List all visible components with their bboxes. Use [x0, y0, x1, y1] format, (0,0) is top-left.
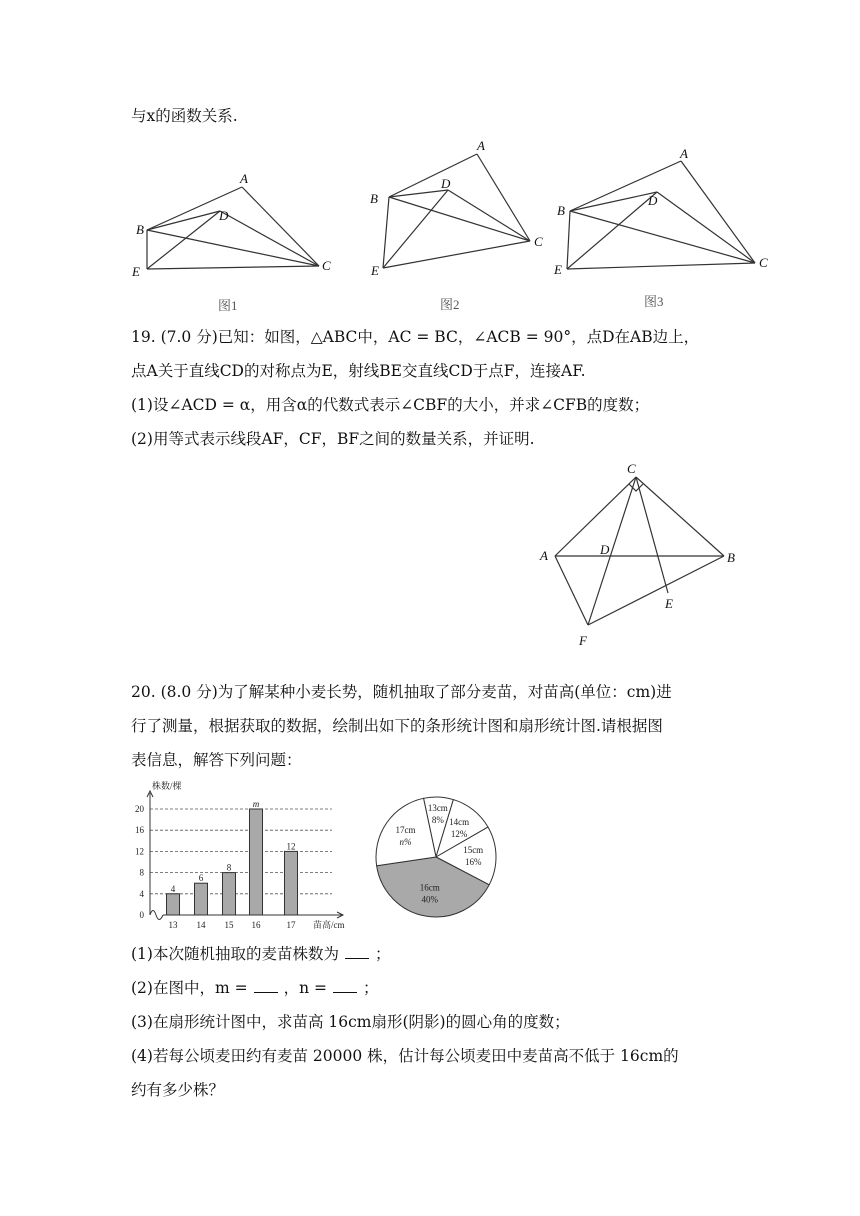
bar-value-label: 4: [170, 883, 176, 894]
q19-line-1: 19. (7.0 分)已知：如图，△ABC中，AC = BC，∠ACB = 90°，点D在AB边上，: [131, 328, 700, 346]
x-tick-label: 13: [168, 920, 178, 930]
y-tick-label: 4: [139, 888, 144, 899]
point-label-e: E: [132, 264, 140, 279]
point-label-d: D: [648, 193, 658, 208]
point-label-b: B: [727, 550, 735, 565]
answer-blank-n[interactable]: [333, 978, 357, 993]
q20-line-3: 表信息，解答下列问题：: [131, 751, 302, 769]
point-label-d: D: [219, 208, 229, 223]
x-tick-label: 17: [286, 920, 296, 930]
pie-slice-label: 17cm: [395, 824, 416, 835]
point-label-a: A: [477, 138, 485, 153]
pie-slice-value: 16%: [464, 857, 482, 868]
answer-blank-1[interactable]: [345, 944, 369, 959]
pie-slice-label: 16cm: [419, 882, 440, 893]
point-label-b: B: [370, 191, 378, 206]
figure-caption: 图3: [644, 294, 664, 309]
point-label-f: F: [579, 633, 587, 648]
point-label-b: B: [557, 203, 565, 218]
bar: [250, 809, 263, 915]
y-tick-label: 12: [135, 846, 144, 857]
bar-value-label: m: [252, 799, 260, 809]
point-label-a: A: [680, 146, 688, 161]
answer-blank-m[interactable]: [254, 978, 278, 993]
x-tick-label: 16: [251, 920, 261, 930]
figure-caption: 图2: [440, 297, 460, 312]
bar-value-label: 12: [286, 841, 296, 852]
bar-chart: [130, 778, 355, 938]
point-label-e: E: [554, 262, 562, 277]
point-label-a: A: [540, 548, 548, 563]
y-tick-label: 0: [139, 910, 144, 920]
q19-figure: [535, 455, 745, 655]
q20-sub-1: [131, 944, 390, 964]
point-label-e: E: [665, 596, 673, 611]
bar-value-label: 8: [226, 862, 232, 873]
q20-sub-2: [131, 978, 379, 998]
point-label-c: C: [627, 461, 636, 476]
pie-slice-label: 14cm: [449, 816, 470, 827]
q20-sub-1-end: ；: [374, 945, 391, 963]
point-label-d: D: [441, 176, 451, 191]
point-label-b: B: [136, 222, 144, 237]
point-label-a: A: [240, 171, 248, 186]
x-tick-label: 14: [196, 920, 206, 930]
pie-slice-label: 15cm: [463, 845, 484, 856]
pie-slice-value: n%: [399, 836, 412, 847]
q19-line-4: (2)用等式表示线段AF，CF，BF之间的数量关系，并证明.: [131, 430, 535, 448]
axis-break: [150, 911, 163, 920]
bar-value-label: 6: [198, 873, 204, 884]
pie-slice-value: 40%: [421, 894, 439, 905]
bar: [167, 894, 180, 915]
bar: [285, 851, 298, 915]
q19-line-3: (1)设∠ACD = α，用含α的代数式表示∠CBF的大小，并求∠CFB的度数；: [131, 396, 650, 414]
pie-slice-value: 12%: [450, 828, 468, 839]
point-label-c: C: [534, 234, 543, 249]
pie-slice-value: 8%: [431, 814, 444, 825]
q20-sub-3: (3)在扇形统计图中，求苗高 16cm扇形(阴影)的圆心角的度数；: [131, 1013, 570, 1031]
bar: [195, 883, 208, 915]
figure-caption: 图1: [218, 298, 238, 313]
point-label-e: E: [371, 263, 379, 278]
q20-sub-1-text: (1)本次随机抽取的麦苗株数为: [131, 945, 339, 963]
bar-chart-xlabel: 苗高/cm: [313, 920, 345, 930]
pie-chart: [370, 795, 515, 920]
q20-sub-2-text: (2)在图中，m =: [131, 979, 248, 997]
pie-slice-label: 13cm: [427, 802, 448, 813]
point-label-c: C: [759, 255, 768, 270]
q20-sub-4-line-2: 约有多少株？: [131, 1081, 225, 1099]
y-tick-label: 8: [139, 867, 144, 878]
q20-sub-4-line-1: (4)若每公顷麦田约有麦苗 20000 株，估计每公顷麦田中麦苗高不低于 16cm的: [131, 1047, 679, 1065]
q19-line-2: 点A关于直线CD的对称点为E，射线BE交直线CD于点F，连接AF.: [131, 362, 586, 380]
bar: [223, 873, 236, 915]
q20-line-2: 行了测量，根据获取的数据，绘制出如下的条形统计图和扇形统计图.请根据图: [131, 717, 663, 735]
figure-2: [365, 135, 565, 320]
q20-sub-2-mid: ，n =: [283, 979, 327, 997]
bar-chart-ylabel: 株数/棵: [152, 781, 182, 791]
q20-line-1: 20. (8.0 分)为了解某种小麦长势，随机抽取了部分麦苗，对苗高(单位：cm)进: [131, 683, 672, 701]
point-label-c: C: [322, 258, 331, 273]
point-label-d: D: [600, 542, 610, 557]
x-tick-label: 15: [224, 920, 234, 930]
y-tick-label: 20: [135, 804, 144, 814]
y-tick-label: 16: [135, 825, 144, 836]
figure-1: [130, 170, 340, 320]
q20-sub-2-end: ；: [362, 979, 379, 997]
figure-3: [550, 140, 775, 320]
intro-line: 与x的函数关系.: [131, 107, 238, 125]
